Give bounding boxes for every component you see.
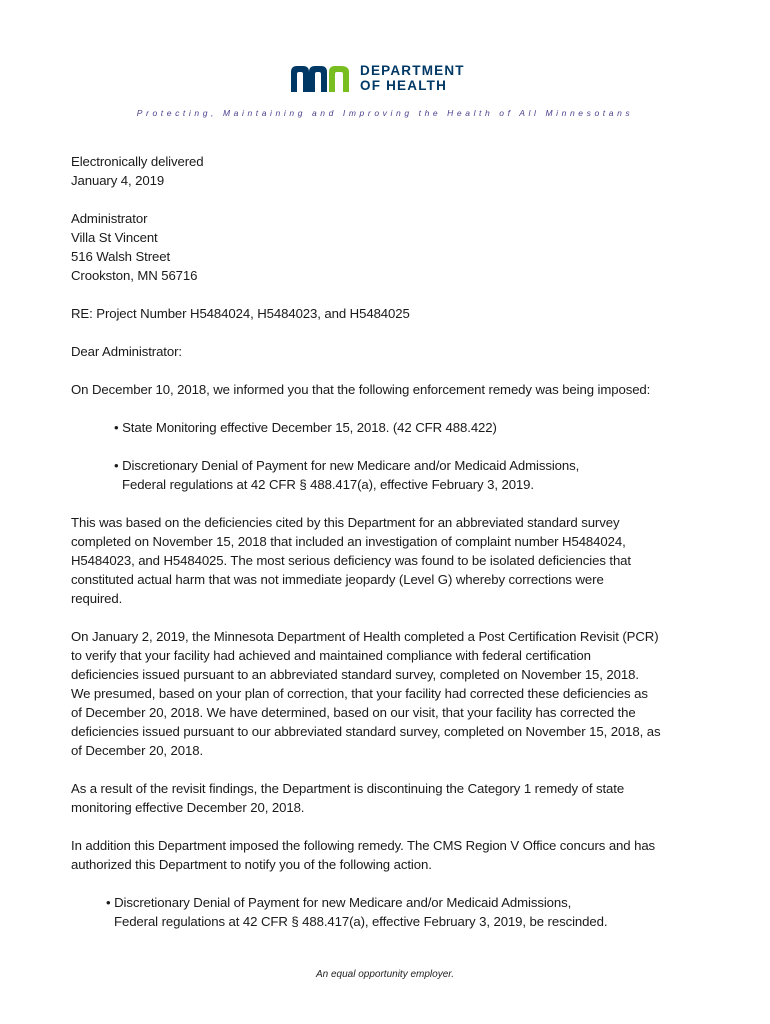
mn-logo-icon	[289, 62, 353, 94]
paragraph-line: constituted actual harm that was not immediate jeopardy (Level G) whereby corrections were	[71, 572, 604, 587]
bullet-denial-payment-line2: Federal regulations at 42 CFR § 488.417(a), effective February 3, 2019.	[122, 477, 534, 492]
paragraph-line: We presumed, based on your plan of correction, that your facility had corrected these deficiencies as	[71, 686, 648, 701]
salutation: Dear Administrator:	[71, 344, 182, 359]
paragraph-line: On January 2, 2019, the Minnesota Department of Health completed a Post Certification Revisit (PCR)	[71, 629, 659, 644]
paragraph-line: deficiencies issued pursuant to an abbreviated standard survey, completed on November 15, 2018.	[71, 667, 639, 682]
footer-note: An equal opportunity employer.	[315, 969, 455, 980]
mdh-logo	[289, 60, 465, 96]
bullet-rescind-line1: • Discretionary Denial of Payment for new Medicare and/or Medicaid Admissions,	[106, 895, 572, 910]
letter-date: January 4, 2019	[71, 173, 165, 188]
paragraph-line: As a result of the revisit findings, the Department is discontinuing the Category 1 remedy of state	[71, 781, 625, 796]
delivery-method: Electronically delivered	[71, 154, 204, 169]
paragraph-line: required.	[71, 591, 123, 606]
recipient-line: 516 Walsh Street	[71, 249, 171, 264]
paragraph-line: completed on November 15, 2018 that included an investigation of complaint number H5484024,	[71, 534, 626, 549]
recipient-line: Villa St Vincent	[71, 230, 158, 245]
logo-line-2: OF HEALTH	[360, 78, 448, 93]
letter-body	[71, 152, 711, 931]
paragraph-line: monitoring effective December 20, 2018.	[71, 800, 305, 815]
paragraph-line: to verify that your facility had achieved and maintained compliance with federal certification	[71, 648, 591, 663]
paragraph-line: This was based on the deficiencies cited by this Department for an abbreviated standard survey	[71, 515, 620, 530]
recipient-line: Administrator	[71, 211, 148, 226]
paragraph-line: deficiencies issued pursuant to our abbreviated standard survey, completed on November 15, 2018, as	[71, 724, 661, 739]
paragraph-line: of December 20, 2018. We have determined, based on our visit, that your facility has corrected the	[71, 705, 636, 720]
paragraph-line: of December 20, 2018.	[71, 743, 204, 758]
recipient-line: Crookston, MN 56716	[71, 268, 198, 283]
re-line: RE: Project Number H5484024, H5484023, and H5484025	[71, 306, 410, 321]
paragraph-line: In addition this Department imposed the following remedy. The CMS Region V Office concurs and has	[71, 838, 656, 853]
logo-wordmark	[360, 63, 465, 93]
bullet-state-monitoring: • State Monitoring effective December 15, 2018. (42 CFR 488.422)	[114, 420, 497, 435]
paragraph-line: authorized this Department to notify you of the following action.	[71, 857, 432, 872]
tagline: Protecting, Maintaining and Improving the Health of All Minnesotans	[136, 108, 634, 118]
paragraph-line: H5484023, and H5484025. The most serious deficiency was found to be isolated deficiencies that	[71, 553, 631, 568]
bullet-rescind-line2: Federal regulations at 42 CFR § 488.417(a), effective February 3, 2019, be rescinded.	[114, 914, 608, 929]
logo-line-1: DEPARTMENT	[360, 63, 465, 78]
bullet-denial-payment-line1: • Discretionary Denial of Payment for new Medicare and/or Medicaid Admissions,	[114, 458, 580, 473]
intro-paragraph: On December 10, 2018, we informed you that the following enforcement remedy was being imposed:	[71, 382, 651, 397]
